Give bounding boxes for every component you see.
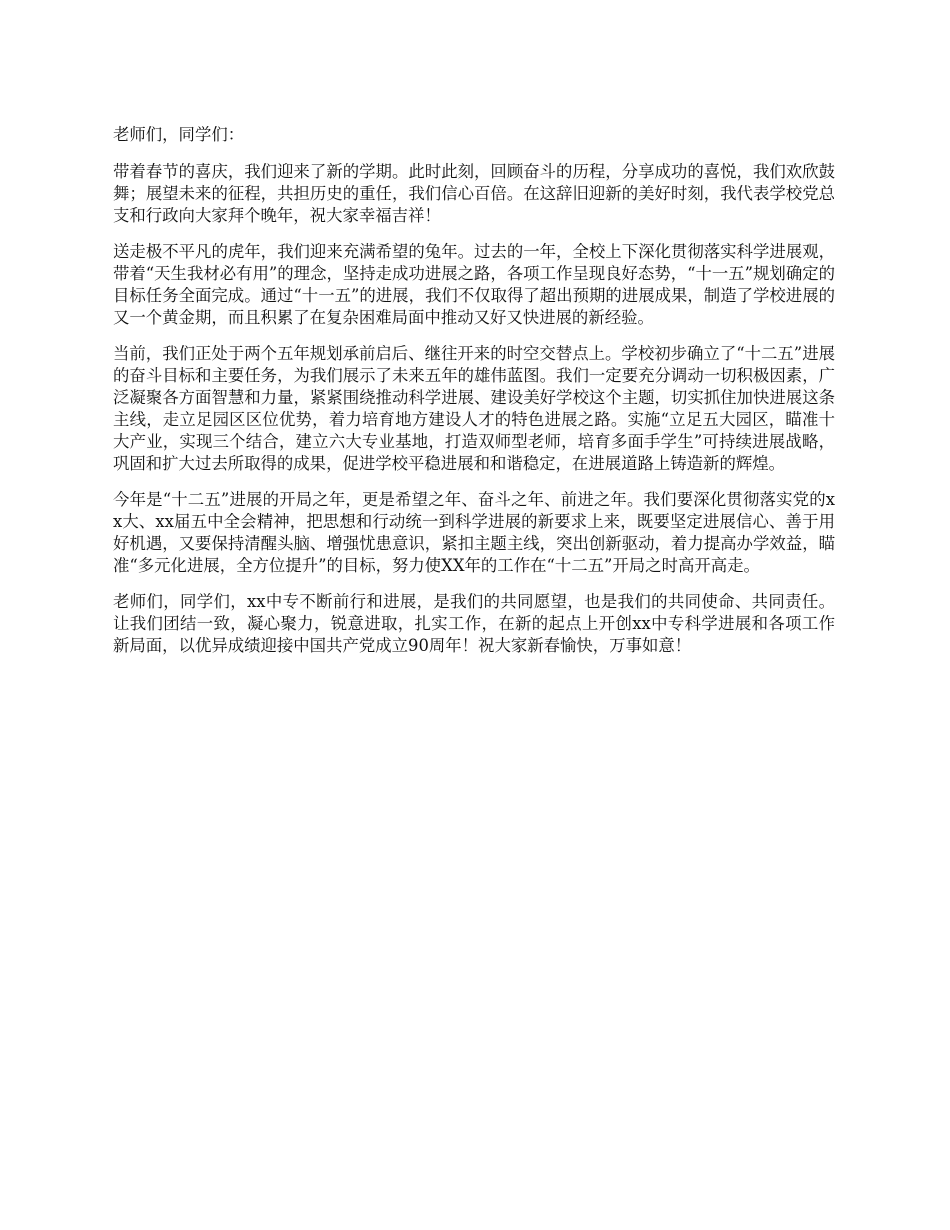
paragraph-4: 今年是“十二五”进展的开局之年，更是希望之年、奋斗之年、前进之年。我们要深化贯彻落实党的xx大、xx届五中全会精神，把思想和行动统一到科学进展的新要求上来，既要坚定进展信心、善于用好机遇，又要保持清醒头脑、增强忧患意识，紧扣主题主线，突出创新驱动，着力提高办学效益，瞄准“多元化进展，全方位提升”的目标，努力使XX年的工作在“十二五”开局之时高开高走。 — [113, 490, 835, 575]
document-body — [113, 124, 835, 671]
paragraph-3: 当前，我们正处于两个五年规划承前启后、继往开来的时空交替点上。学校初步确立了“十二五”进展的奋斗目标和主要任务，为我们展示了未来五年的雄伟蓝图。我们一定要充分调动一切积极因素，广泛凝聚各方面智慧和力量，紧紧围绕推动科学进展、建设美好学校这个主题，切实抓住加快进展这条主线，走立足园区区位优势，着力培育地方建设人才的特色进展之路。实施“立足五大园区，瞄准十大产业，实现三个结合，建立六大专业基地，打造双师型老师，培育多面手学生”可持续进展战略，巩固和扩大过去所取得的成果，促进学校平稳进展和和谐稳定，在进展道路上铸造新的辉煌。 — [113, 344, 835, 473]
paragraph-5: 老师们，同学们，xx中专不断前行和进展，是我们的共同愿望，也是我们的共同使命、共同责任。让我们团结一致，凝心聚力，锐意进取，扎实工作，在新的起点上开创xx中专科学进展和各项工作新局面，以优异成绩迎接中国共产党成立90周年！祝大家新春愉快，万事如意！ — [113, 592, 835, 655]
paragraph-2: 送走极不平凡的虎年，我们迎来充满希望的兔年。过去的一年，全校上下深化贯彻落实科学进展观，带着“天生我材必有用”的理念，坚持走成功进展之路，各项工作呈现良好态势，“十一五”规划确定的目标任务全面完成。通过“十一五”的进展，我们不仅取得了超出预期的进展成果，制造了学校进展的又一个黄金期，而且积累了在复杂困难局面中推动又好又快进展的新经验。 — [113, 242, 835, 327]
salutation: 老师们，同学们： — [113, 125, 245, 144]
paragraph-1: 带着春节的喜庆，我们迎来了新的学期。此时此刻，回顾奋斗的历程，分享成功的喜悦，我们欢欣鼓舞；展望未来的征程，共担历史的重任，我们信心百倍。在这辞旧迎新的美好时刻，我代表学校党总支和行政向大家拜个晚年，祝大家幸福吉祥！ — [113, 162, 835, 225]
